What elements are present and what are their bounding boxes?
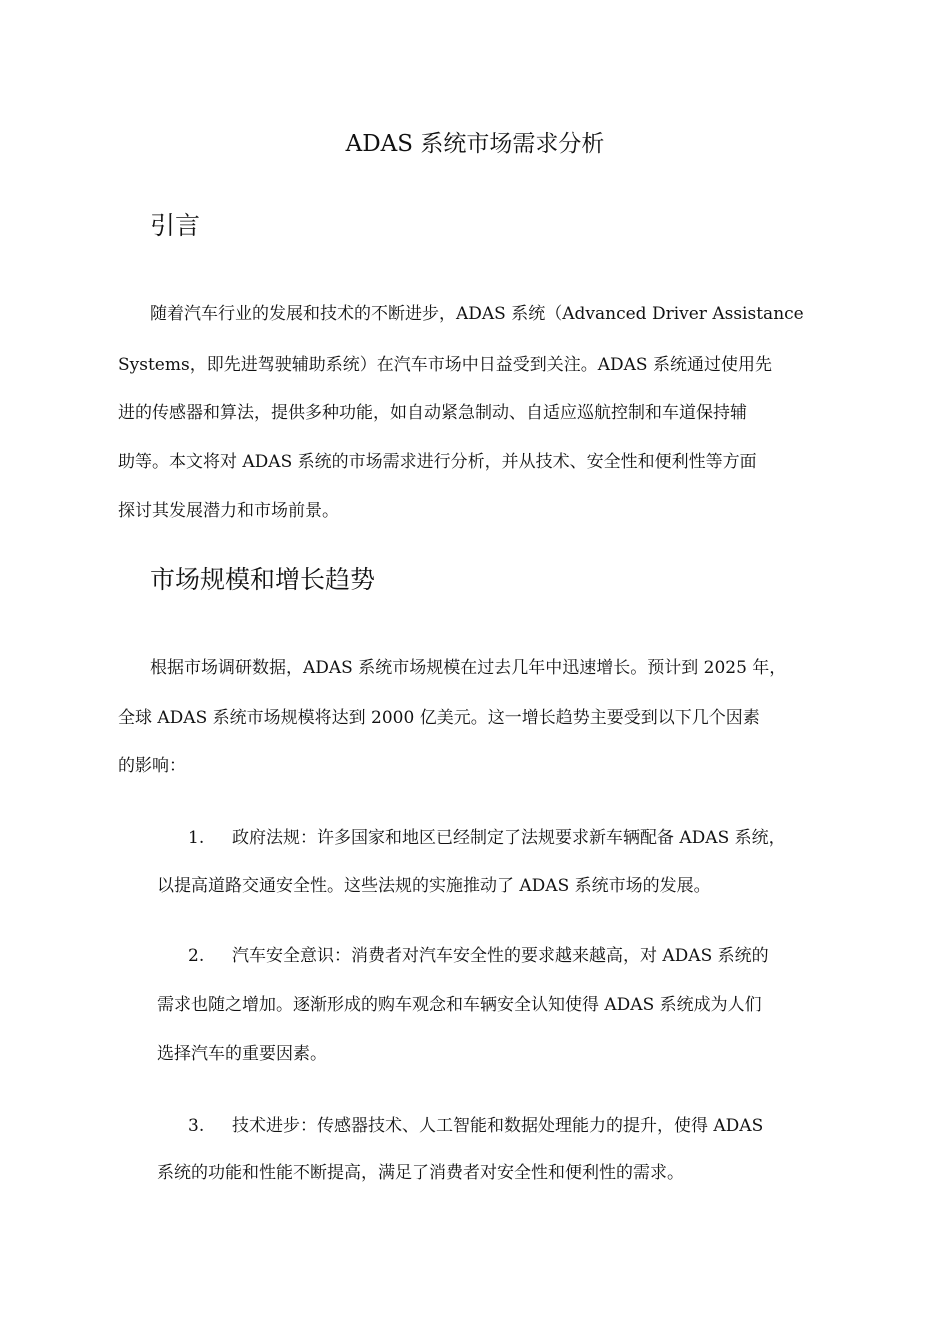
list-item-line: 系统的功能和性能不断提高，满足了消费者对安全性和便利性的需求。 (157, 1163, 684, 1183)
paragraph-line: Systems，即先进驾驶辅助系统）在汽车市场中日益受到关注。ADAS 系统通过使用先 (118, 355, 772, 375)
list-item-1-first-line (188, 825, 786, 851)
list-item-line: 以提高道路交通安全性。这些法规的实施推动了 ADAS 系统市场的发展。 (157, 876, 711, 896)
paragraph-line: 助等。本文将对 ADAS 系统的市场需求进行分析，并从技术、安全性和便利性等方面 (118, 452, 757, 472)
list-item-text: 技术进步：传感器技术、人工智能和数据处理能力的提升，使得 ADAS (232, 1116, 764, 1136)
list-item-2-first-line (188, 943, 769, 969)
list-item-3-first-line (188, 1113, 763, 1139)
list-item-number: 1. (188, 828, 205, 848)
list-item-text: 政府法规：许多国家和地区已经制定了法规要求新车辆配备 ADAS 系统， (232, 828, 786, 848)
list-item-number: 3. (188, 1116, 205, 1136)
list-item-line: 选择汽车的重要因素。 (157, 1044, 327, 1064)
paragraph-line: 根据市场调研数据，ADAS 系统市场规模在过去几年中迅速增长。预计到 2025 年， (150, 658, 787, 678)
paragraph-line: 全球 ADAS 系统市场规模将达到 2000 亿美元。这一增长趋势主要受到以下几个因素 (118, 708, 760, 728)
paragraph-line: 随着汽车行业的发展和技术的不断进步，ADAS 系统（Advanced Driver Assistance (150, 304, 804, 324)
list-item-line: 需求也随之增加。逐渐形成的购车观念和车辆安全认知使得 ADAS 系统成为人们 (157, 995, 762, 1015)
section-heading-market-size: 市场规模和增长趋势 (150, 565, 376, 594)
document-title: ADAS 系统市场需求分析 (345, 131, 605, 157)
paragraph-line: 进的传感器和算法，提供多种功能，如自动紧急制动、自适应巡航控制和车道保持辅 (118, 403, 747, 423)
paragraph-line: 的影响： (118, 756, 186, 776)
section-heading-introduction: 引言 (150, 211, 201, 240)
list-item-text: 汽车安全意识：消费者对汽车安全性的要求越来越高，对 ADAS 系统的 (232, 946, 769, 966)
paragraph-line: 探讨其发展潜力和市场前景。 (118, 501, 339, 521)
list-item-number: 2. (188, 946, 205, 966)
